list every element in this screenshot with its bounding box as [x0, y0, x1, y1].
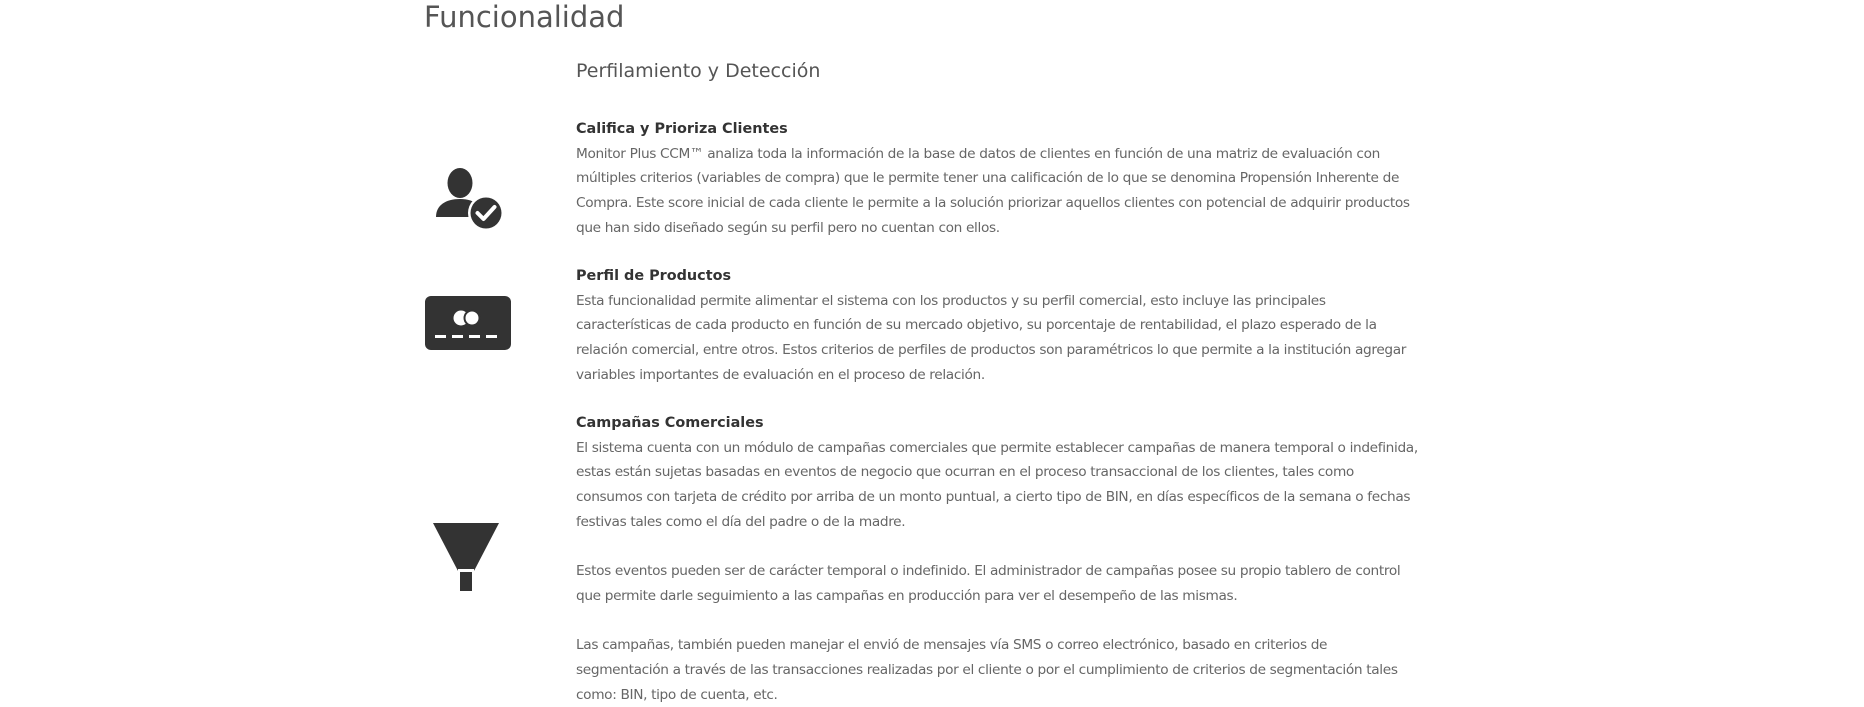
user-check-icon — [434, 164, 506, 232]
funnel-icon — [433, 523, 499, 591]
feature-perfil-productos — [576, 264, 1418, 388]
feature-title: Campañas Comerciales — [576, 415, 764, 431]
feature-paragraph: Las campañas, también pueden manejar el envió de mensajes vía SMS o correo electrónico, basado en criterios de segmentación a través de las transacciones realizadas por el cliente o por el cumplimiento de criterios de segmentación tales como: BIN, tipo de cuenta, etc. — [576, 637, 1398, 703]
feature-paragraph: Esta funcionalidad permite alimentar el sistema con los productos y su perfil comercial, esto incluye las principales características de cada producto en función de su mercado objetivo, su porcentaje de rentabilidad, el plazo esperado de la relación comercial, entre otros. Estos criterios de perfiles de productos son paramétricos lo que permite a la institución agregar variables importantes de evaluación en el proceso de relación. — [576, 292, 1407, 383]
feature-title: Califica y Prioriza Clientes — [576, 121, 788, 137]
feature-campanas — [576, 411, 1418, 707]
feature-paragraph: Estos eventos pueden ser de carácter temporal o indefinido. El administrador de campañas posee su propio tablero de control que permite darle seguimiento a las campañas en producción para ver el desempeño de las mismas. — [576, 563, 1401, 604]
feature-califica — [576, 117, 1418, 241]
feature-paragraph: El sistema cuenta con un módulo de campañas comerciales que permite establecer campañas de manera temporal o indefinida, estas están sujetas basadas en eventos de negocio que ocurran en el proceso transaccional de los clientes, tales como consumos con tarjeta de crédito por arriba de un monto puntual, a cierto tipo de BIN, en días específicos de la semana o fechas festivas tales como el día del padre o de la madre. — [576, 439, 1418, 530]
feature-paragraph: Monitor Plus CCM™ analiza toda la información de la base de datos de clientes en función de una matriz de evaluación con múltiples criterios (variables de compra) que le permite tener una calificación de lo que se denomina Propensión Inherente de Compra. Este score inicial de cada cliente le permite a la solución priorizar aquellos clientes con potencial de adquirir productos que han sido diseñado según su perfil pero no cuentan con ellos. — [576, 145, 1410, 236]
feature-title: Perfil de Productos — [576, 268, 732, 284]
section-title: Funcionalidad — [424, 0, 625, 34]
subsection-title: Perfilamiento y Detección — [576, 60, 821, 82]
credit-card-icon — [425, 296, 511, 350]
